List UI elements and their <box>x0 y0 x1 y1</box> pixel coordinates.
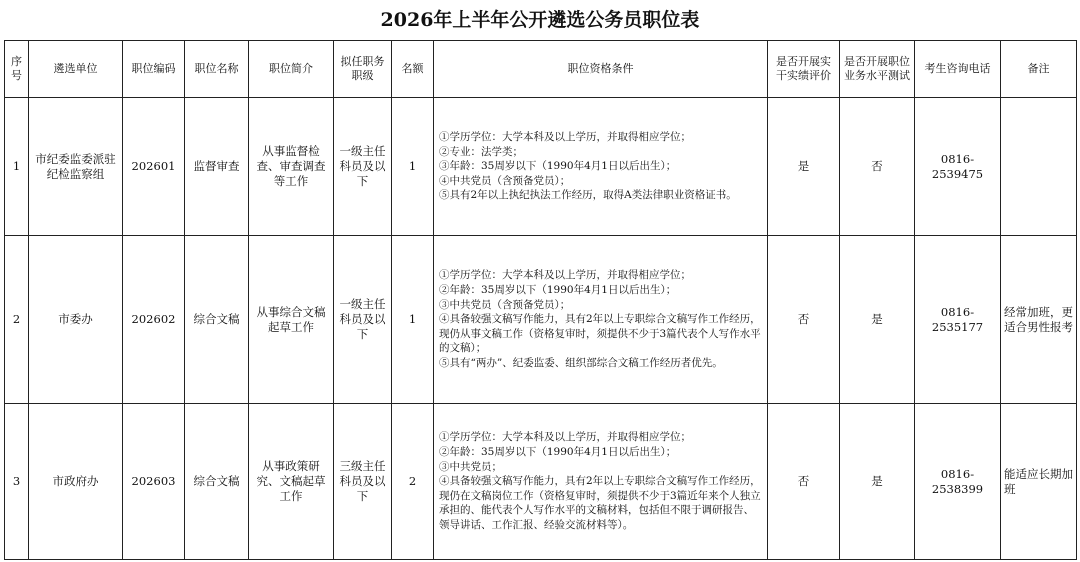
requirement-item: ③中共党员； <box>439 460 502 473</box>
requirement-item: ⑤具有2年以上执纪执法工作经历，取得A类法律职业资格证书。 <box>439 189 737 202</box>
header-seq: 序号 <box>5 41 29 98</box>
cell-seq: 2 <box>5 236 29 404</box>
cell-note: 经常加班，更适合男性报考 <box>1001 236 1077 404</box>
header-code: 职位编码 <box>123 41 185 98</box>
header-req: 职位资格条件 <box>434 41 768 98</box>
cell-level: 三级主任科员及以下 <box>334 404 392 560</box>
cell-intro: 从事综合文稿起草工作 <box>249 236 334 404</box>
header-note: 备注 <box>1001 41 1077 98</box>
cell-intro: 从事监督检查、审查调查等工作 <box>249 98 334 236</box>
table-row <box>5 404 1077 560</box>
header-eval: 是否开展实干实绩评价 <box>768 41 840 98</box>
requirement-item: ③中共党员（含预备党员）； <box>439 298 571 311</box>
cell-quota: 1 <box>392 236 434 404</box>
position-table <box>4 40 1077 560</box>
cell-level: 一级主任科员及以下 <box>334 236 392 404</box>
cell-name: 综合文稿 <box>185 236 249 404</box>
cell-unit: 市纪委监委派驻纪检监察组 <box>29 98 123 236</box>
cell-intro: 从事政策研究、文稿起草工作 <box>249 404 334 560</box>
requirement-item: ③年龄：35周岁以下（1990年4月1日以后出生）； <box>439 160 677 173</box>
requirement-item: ④具备较强文稿写作能力，具有2年以上专职综合文稿写作工作经历，现仍在文稿岗位工作（资格复审时，须提供不少于3篇近年来个人独立承担的、能代表个人写作水平的文稿材料，包括但不限于调研报告、领导讲话、工作汇报、经验交流材料等）。 <box>439 475 761 531</box>
header-row <box>5 41 1077 98</box>
cell-eval: 是 <box>768 98 840 236</box>
header-unit: 遴选单位 <box>29 41 123 98</box>
cell-seq: 1 <box>5 98 29 236</box>
requirement-item: ⑤具有“两办”、纪委监委、组织部综合文稿工作经历者优先。 <box>439 356 723 369</box>
header-name: 职位名称 <box>185 41 249 98</box>
cell-eval: 否 <box>768 404 840 560</box>
cell-test: 是 <box>840 404 915 560</box>
requirement-item: ②年龄：35周岁以下（1990年4月1日以后出生）； <box>439 446 677 459</box>
cell-phone: 0816-2539475 <box>915 98 1001 236</box>
cell-code: 202603 <box>123 404 185 560</box>
cell-requirements <box>434 404 768 560</box>
cell-note: 能适应长期加班 <box>1001 404 1077 560</box>
cell-test: 是 <box>840 236 915 404</box>
requirement-item: ①学历学位：大学本科及以上学历，并取得相应学位； <box>439 131 691 144</box>
header-level: 拟任职务职级 <box>334 41 392 98</box>
requirement-item: ④具备较强文稿写作能力，具有2年以上专职综合文稿写作工作经历，现仍从事文稿工作（资格复审时，须提供不少于3篇代表个人写作水平的文稿）； <box>439 313 761 355</box>
cell-test: 否 <box>840 98 915 236</box>
cell-phone: 0816-2538399 <box>915 404 1001 560</box>
requirement-item: ②专业：法学类； <box>439 145 523 158</box>
cell-requirements <box>434 98 768 236</box>
cell-quota: 2 <box>392 404 434 560</box>
requirement-item: ④中共党员（含预备党员）； <box>439 174 571 187</box>
cell-requirements <box>434 236 768 404</box>
cell-seq: 3 <box>5 404 29 560</box>
header-quota: 名额 <box>392 41 434 98</box>
cell-name: 综合文稿 <box>185 404 249 560</box>
cell-unit: 市政府办 <box>29 404 123 560</box>
cell-code: 202601 <box>123 98 185 236</box>
cell-level: 一级主任科员及以下 <box>334 98 392 236</box>
requirement-item: ②年龄：35周岁以下（1990年4月1日以后出生）； <box>439 284 677 297</box>
header-intro: 职位简介 <box>249 41 334 98</box>
table-row <box>5 236 1077 404</box>
requirement-item: ①学历学位：大学本科及以上学历，并取得相应学位； <box>439 269 691 282</box>
table-row <box>5 98 1077 236</box>
cell-code: 202602 <box>123 236 185 404</box>
header-test: 是否开展职位业务水平测试 <box>840 41 915 98</box>
cell-name: 监督审查 <box>185 98 249 236</box>
cell-note <box>1001 98 1077 236</box>
cell-eval: 否 <box>768 236 840 404</box>
page-title: 2026年上半年公开遴选公务员职位表 <box>380 9 700 31</box>
cell-phone: 0816-2535177 <box>915 236 1001 404</box>
cell-quota: 1 <box>392 98 434 236</box>
requirement-item: ①学历学位：大学本科及以上学历，并取得相应学位； <box>439 431 691 444</box>
cell-unit: 市委办 <box>29 236 123 404</box>
header-phone: 考生咨询电话 <box>915 41 1001 98</box>
